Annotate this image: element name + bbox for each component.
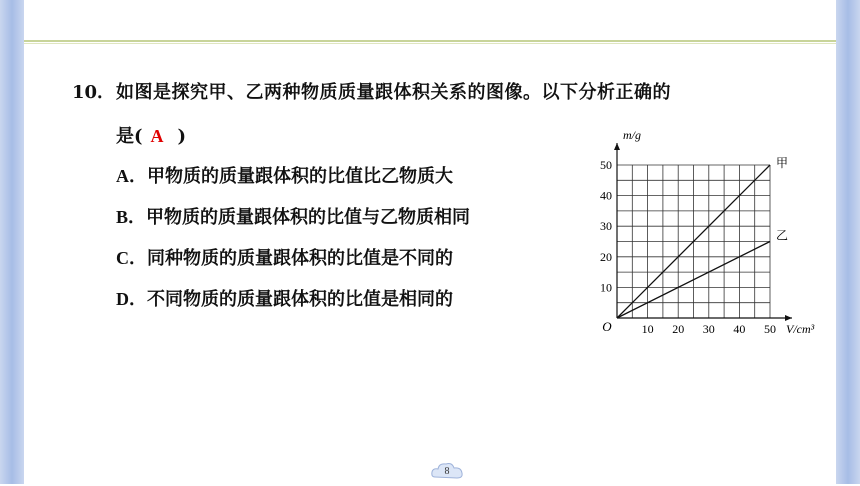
question-number: 10．	[72, 82, 116, 103]
y-tick-label: 10	[600, 280, 612, 295]
page-number: 8	[444, 466, 450, 477]
y-axis-label: m/g	[623, 130, 641, 142]
mass-volume-chart	[564, 130, 834, 345]
option-letter: D．	[116, 289, 147, 309]
question-answer-line	[116, 122, 186, 148]
answer-value: A	[150, 126, 164, 146]
x-tick-label: 40	[733, 322, 746, 336]
page-badge	[430, 460, 464, 482]
series-label: 甲	[776, 156, 789, 170]
answer-prefix: 是(	[116, 126, 143, 147]
slide	[24, 0, 836, 484]
option-text: 甲物质的质量跟体积的比值比乙物质大	[147, 166, 453, 187]
option-text: 同种物质的质量跟体积的比值是不同的	[147, 248, 453, 269]
x-axis-label: V/cm³	[786, 322, 815, 336]
question-text: 如图是探究甲、乙两种物质质量跟体积关系的图像。以下分析正确的	[116, 82, 671, 103]
option-letter: A．	[116, 166, 147, 186]
answer-suffix: )	[177, 126, 187, 147]
x-tick-label: 10	[641, 322, 654, 336]
option-a	[116, 162, 453, 188]
top-rule-secondary	[24, 43, 836, 44]
option-d	[116, 285, 453, 311]
series-label: 乙	[776, 228, 789, 243]
top-rule	[24, 40, 836, 42]
left-frame	[0, 0, 24, 484]
option-letter: C．	[116, 248, 147, 268]
option-c	[116, 244, 453, 270]
y-tick-label: 40	[600, 188, 612, 203]
option-letter: B．	[116, 207, 147, 227]
y-tick-label: 20	[600, 249, 612, 264]
x-axis-arrow	[785, 315, 792, 321]
option-text: 不同物质的质量跟体积的比值是相同的	[147, 289, 453, 310]
y-axis-arrow	[614, 143, 620, 150]
option-b	[116, 203, 470, 229]
right-frame	[836, 0, 860, 484]
y-tick-label: 30	[600, 219, 612, 234]
x-tick-label: 50	[764, 322, 776, 336]
origin-label: O	[602, 319, 612, 334]
x-tick-label: 20	[672, 322, 685, 336]
x-tick-label: 30	[702, 322, 715, 336]
option-text: 甲物质的质量跟体积的比值与乙物质相同	[146, 207, 471, 228]
y-tick-label: 50	[600, 158, 612, 172]
